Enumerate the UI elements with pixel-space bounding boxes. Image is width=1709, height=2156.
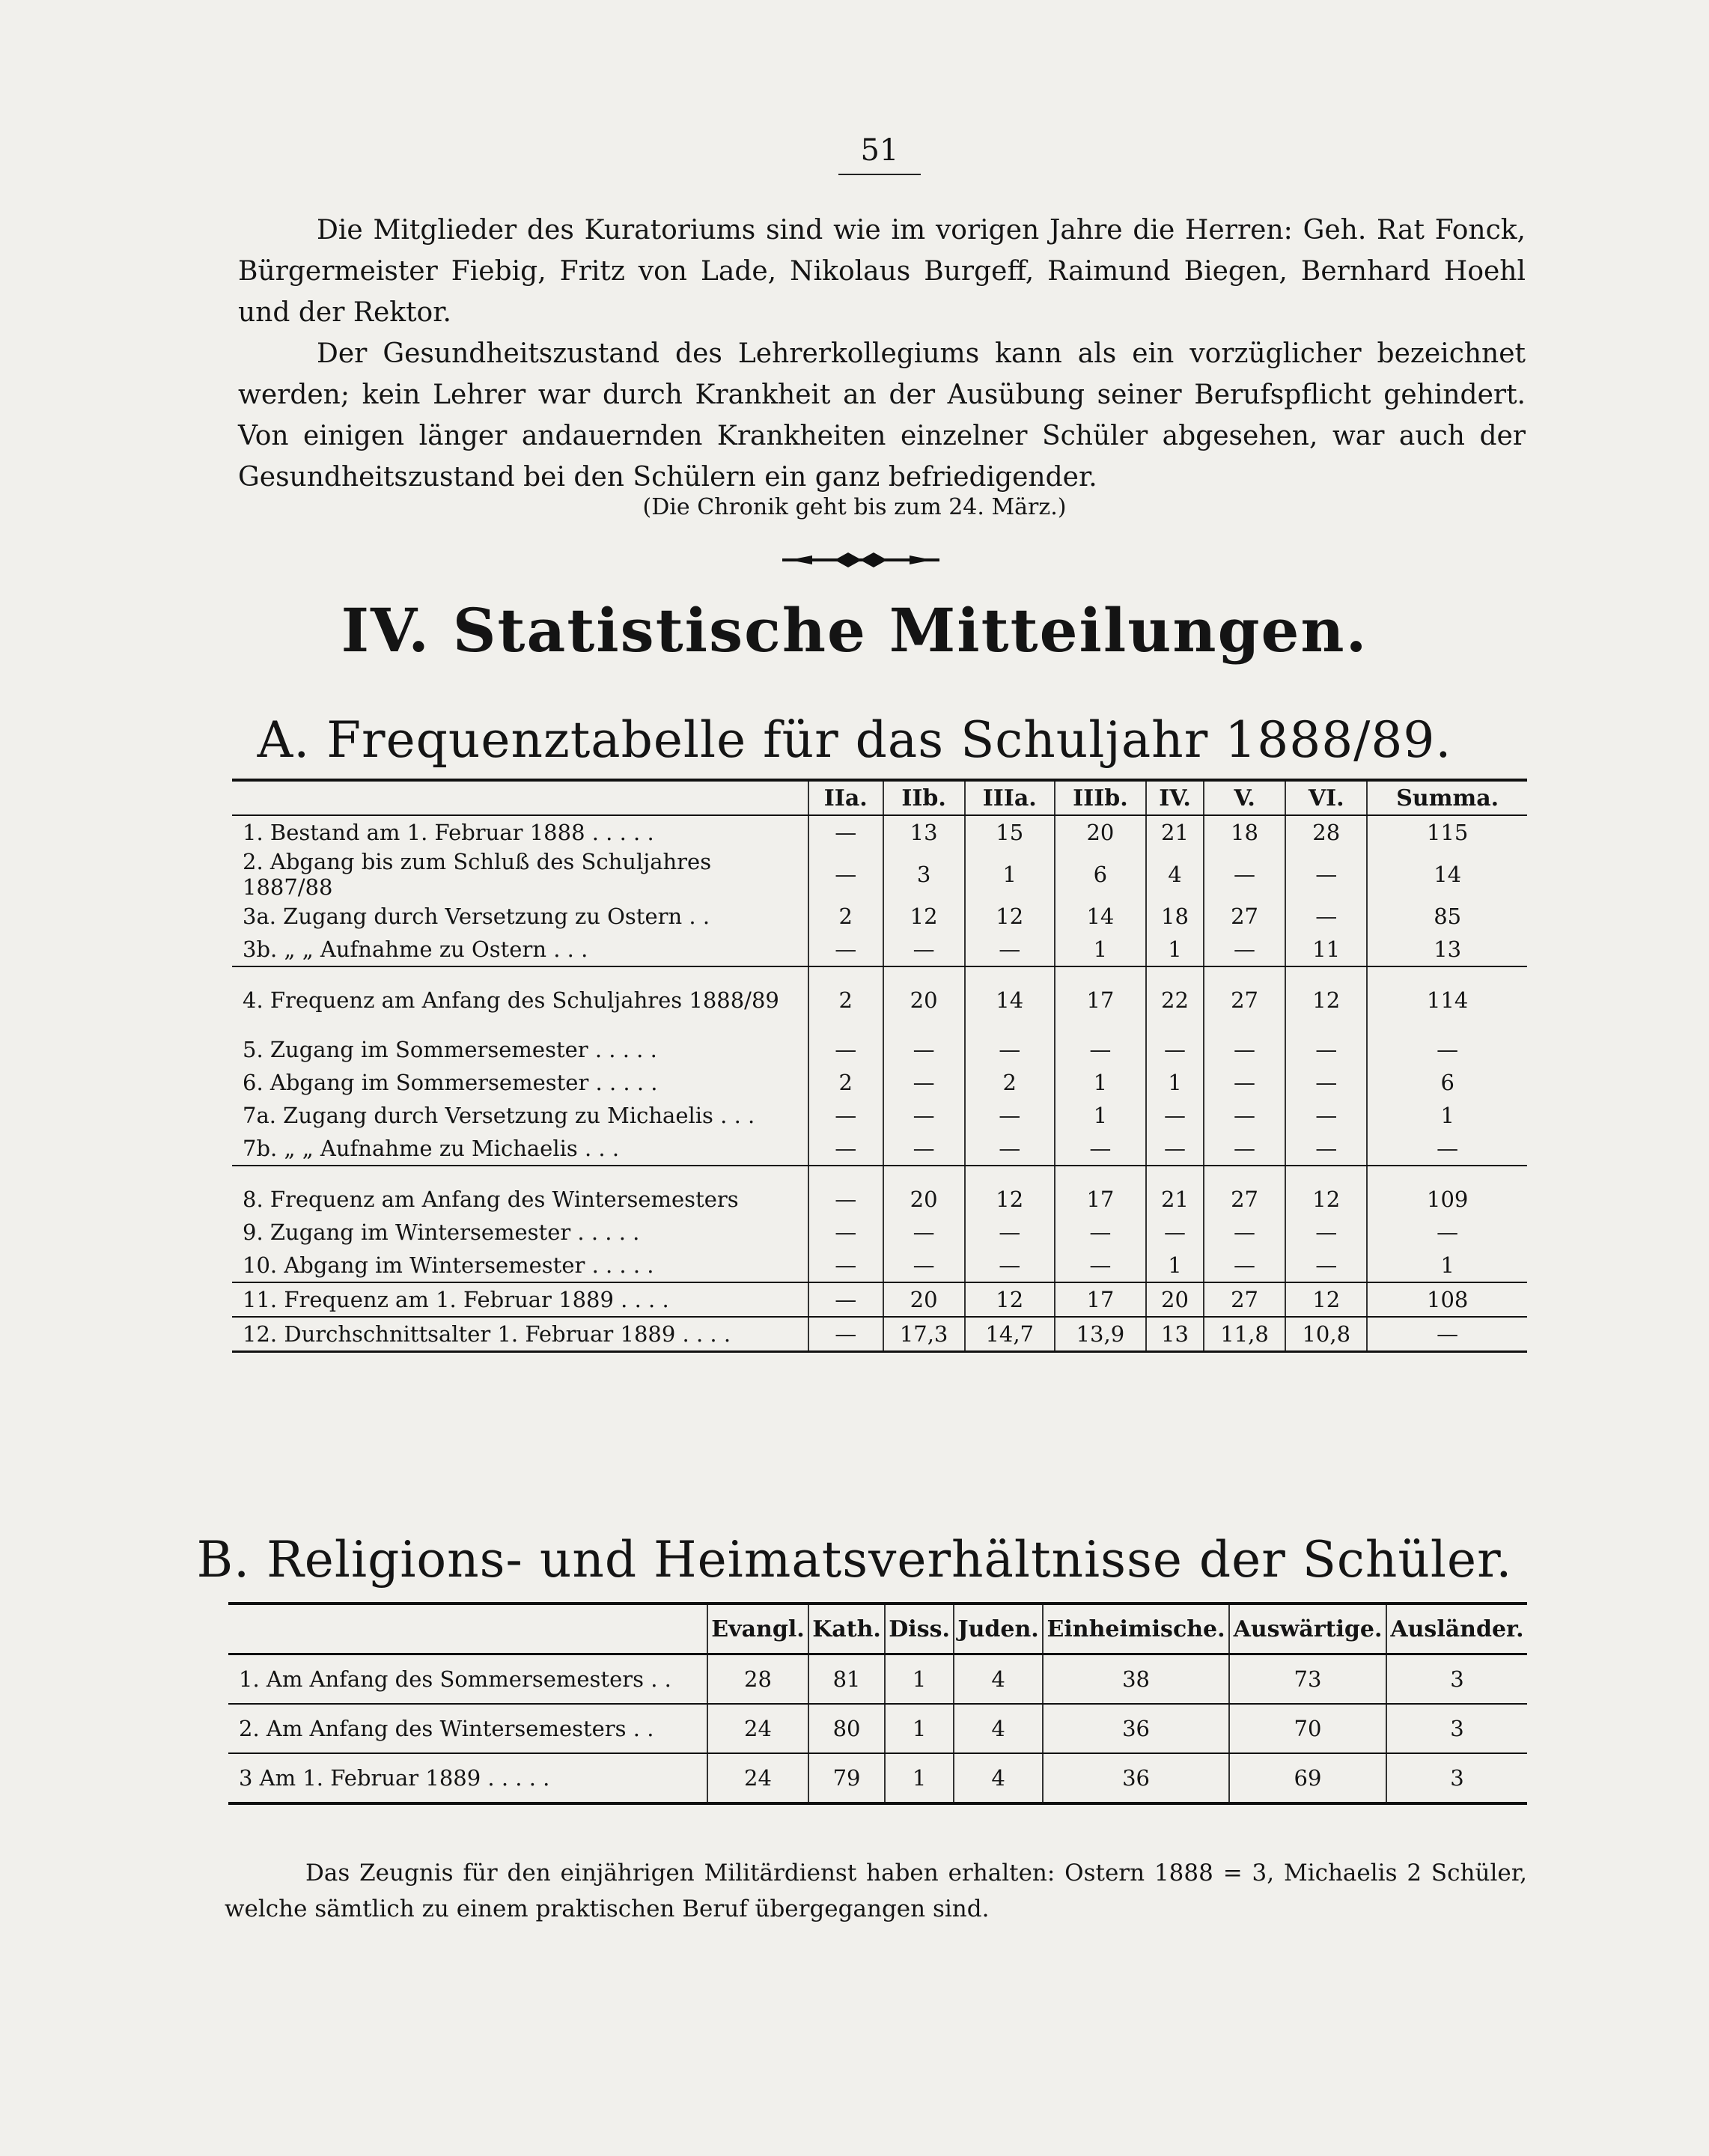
- row-label: 12. Durchschnittsalter 1. Februar 1889 . . . .: [243, 1321, 731, 1347]
- table-row: [232, 984, 1527, 1017]
- table-row: [232, 1033, 1527, 1066]
- table-cell: 114: [1367, 984, 1527, 1017]
- table-cell: —: [883, 1033, 965, 1066]
- row-label: 2. Abgang bis zum Schluß des Schuljahres 1887/88: [243, 849, 712, 900]
- table-cell: 14: [1055, 900, 1146, 933]
- table-cell: 17: [1055, 1282, 1146, 1317]
- table-row: [232, 1249, 1527, 1282]
- table-cell: 12: [1285, 1282, 1367, 1317]
- column-header: Einheimische.: [1043, 1604, 1229, 1654]
- table-cell: 21: [1146, 1183, 1204, 1216]
- table-row: [232, 1317, 1527, 1352]
- column-header: Kath.: [808, 1604, 885, 1654]
- table-cell: 13: [1146, 1317, 1204, 1352]
- table-b-title: B. Religions- und Heimatsverhältnisse der Schüler.: [196, 1531, 1513, 1589]
- table-header-corner: [232, 780, 808, 815]
- column-header: Auswärtige.: [1229, 1604, 1386, 1654]
- row-label: 3 Am 1. Februar 1889 . . . . .: [239, 1765, 550, 1791]
- row-label: 1. Am Anfang des Sommersemesters . .: [228, 1654, 707, 1705]
- page-number: 51: [860, 133, 899, 168]
- table-cell: 3: [1386, 1704, 1527, 1753]
- table-row: [232, 900, 1527, 933]
- column-header: IV.: [1146, 780, 1204, 815]
- table-cell: —: [1204, 849, 1285, 900]
- row-label: 7a. Zugang durch Versetzung zu Michaelis . . .: [243, 1103, 755, 1128]
- table-row: [232, 815, 1527, 849]
- table-cell: 12: [965, 1282, 1055, 1317]
- table-cell: —: [1367, 1317, 1527, 1352]
- chronik-note: (Die Chronik geht bis zum 24. März.): [642, 494, 1067, 520]
- table-cell: 11: [1285, 933, 1367, 966]
- column-header: Ausländer.: [1386, 1604, 1527, 1654]
- column-header: IIIa.: [965, 780, 1055, 815]
- table-row: [232, 1066, 1527, 1099]
- table-cell: —: [808, 933, 883, 966]
- row-label: 1. Bestand am 1. Februar 1888 . . . . .: [243, 820, 654, 845]
- table-cell: —: [808, 1099, 883, 1132]
- table-cell: 27: [1204, 1183, 1285, 1216]
- table-cell: —: [883, 1132, 965, 1166]
- section-title: IV. Statistische Mitteilungen.: [341, 595, 1368, 666]
- table-cell: 12: [965, 900, 1055, 933]
- table-spacer-row: [232, 1166, 1527, 1183]
- table-cell: —: [1204, 1033, 1285, 1066]
- table-cell: 1: [1367, 1099, 1527, 1132]
- table-cell: 15: [965, 815, 1055, 849]
- column-header: Evangl.: [707, 1604, 808, 1654]
- table-cell: 4: [1146, 849, 1204, 900]
- table-cell: —: [808, 815, 883, 849]
- table-cell: 14: [1367, 849, 1527, 900]
- table-cell: —: [808, 1282, 883, 1317]
- table-cell: 4: [954, 1704, 1043, 1753]
- table-cell: —: [883, 1099, 965, 1132]
- row-label: 8. Frequenz am Anfang des Wintersemesters: [243, 1187, 739, 1212]
- table-cell: 38: [1043, 1654, 1229, 1705]
- table-cell: —: [1204, 1099, 1285, 1132]
- table-cell: 20: [883, 1183, 965, 1216]
- table-cell: —: [883, 933, 965, 966]
- column-header: IIa.: [808, 780, 883, 815]
- table-spacer-row: [232, 1017, 1527, 1033]
- table-cell: 2: [808, 1066, 883, 1099]
- table-cell: 4: [954, 1654, 1043, 1705]
- table-cell: 3: [1386, 1753, 1527, 1803]
- table-cell: —: [1204, 1066, 1285, 1099]
- row-label: 11. Frequenz am 1. Februar 1889 . . . .: [232, 1282, 808, 1317]
- table-cell: —: [808, 1317, 883, 1352]
- table-row: [232, 849, 1527, 900]
- table-cell: —: [1285, 1249, 1367, 1282]
- table-cell: 12: [883, 900, 965, 933]
- table-cell: 1: [1055, 1066, 1146, 1099]
- table-cell: 1: [1146, 933, 1204, 966]
- table-cell: 73: [1229, 1654, 1386, 1705]
- table-spacer-row: [232, 966, 1527, 984]
- table-cell: —: [1367, 1216, 1527, 1249]
- table-cell: 17,3: [883, 1317, 965, 1352]
- table-cell: —: [808, 1249, 883, 1282]
- table-cell: 18: [1204, 815, 1285, 849]
- table-cell: 24: [707, 1704, 808, 1753]
- table-cell: —: [1285, 900, 1367, 933]
- table-cell: 85: [1367, 900, 1527, 933]
- paragraph-kuratorium: Die Mitglieder des Kuratoriums sind wie im vorigen Jahre die Herren: Geh. Rat Fonck, Bürgermeister Fiebig, Fritz von Lade, Nikolaus Burgeff, Raimund Biegen, Bernhard Hoehl und der Rektor.: [238, 215, 1526, 328]
- table-cell: —: [808, 1033, 883, 1066]
- table-row: [232, 1216, 1527, 1249]
- row-label: 5. Zugang im Sommersemester . . . . .: [243, 1037, 657, 1062]
- row-label: 2. Am Anfang des Wintersemesters . .: [228, 1704, 707, 1753]
- table-cell: 1: [1146, 1249, 1204, 1282]
- table-cell: 1: [1146, 1066, 1204, 1099]
- table-cell: 6: [1055, 849, 1146, 900]
- table-cell: 1: [885, 1753, 954, 1803]
- table-cell: —: [808, 1132, 883, 1166]
- table-cell: 24: [707, 1753, 808, 1803]
- table-row: [232, 1099, 1527, 1132]
- table-cell: —: [1285, 1099, 1367, 1132]
- table-cell: —: [1055, 1249, 1146, 1282]
- table-cell: 27: [1204, 900, 1285, 933]
- table-cell: 6: [1367, 1066, 1527, 1099]
- row-label: 10. Abgang im Wintersemester . . . . .: [232, 1249, 808, 1282]
- table-cell: —: [965, 1132, 1055, 1166]
- table-cell: —: [1146, 1132, 1204, 1166]
- table-cell: —: [1055, 1132, 1146, 1166]
- table-row: [232, 1282, 1527, 1317]
- table-row: [232, 1132, 1527, 1166]
- table-cell: 14: [965, 984, 1055, 1017]
- table-cell: 20: [1146, 1282, 1204, 1317]
- table-cell: —: [1285, 1132, 1367, 1166]
- table-cell: —: [808, 1183, 883, 1216]
- table-cell: —: [965, 933, 1055, 966]
- table-cell: 28: [1285, 815, 1367, 849]
- row-label: 4. Frequenz am Anfang des Schuljahres 1888/89: [243, 987, 779, 1013]
- table-cell: —: [1146, 1033, 1204, 1066]
- table-cell: 2: [965, 1066, 1055, 1099]
- table-cell: 2: [808, 984, 883, 1017]
- table-header-row: [232, 780, 1527, 815]
- row-label: 3b. „ „ Aufnahme zu Ostern . . .: [232, 933, 808, 966]
- table-cell: 20: [883, 984, 965, 1017]
- column-header: VI.: [1285, 780, 1367, 815]
- table-cell: —: [1204, 1216, 1285, 1249]
- table-cell: —: [965, 1249, 1055, 1282]
- table-cell: —: [1146, 1216, 1204, 1249]
- table-cell: 115: [1367, 815, 1527, 849]
- table-cell: 13,9: [1055, 1317, 1146, 1352]
- table-cell: —: [1204, 933, 1285, 966]
- table-row: [228, 1753, 1527, 1803]
- table-cell: 80: [808, 1704, 885, 1753]
- table-cell: 17: [1055, 984, 1146, 1017]
- table-cell: 1: [885, 1704, 954, 1753]
- table-cell: —: [1146, 1099, 1204, 1132]
- column-header: IIb.: [883, 780, 965, 815]
- table-cell: 70: [1229, 1704, 1386, 1753]
- footnote: Das Zeugnis für den einjährigen Militärdienst haben erhalten: Ostern 1888 = 3, Michaelis 2 Schüler, welche sämtlich zu einem praktischen Beruf übergegangen sind.: [225, 1860, 1527, 1922]
- table-cell: 108: [1367, 1282, 1527, 1317]
- table-cell: 13: [883, 815, 965, 849]
- table-cell: —: [808, 1216, 883, 1249]
- table-cell: 14,7: [965, 1317, 1055, 1352]
- table-cell: 28: [707, 1654, 808, 1705]
- table-cell: —: [808, 849, 883, 900]
- table-cell: —: [965, 1033, 1055, 1066]
- table-cell: 17: [1055, 1183, 1146, 1216]
- table-cell: 1: [965, 849, 1055, 900]
- table-cell: 81: [808, 1654, 885, 1705]
- column-header: Juden.: [954, 1604, 1043, 1654]
- table-cell: —: [1367, 1033, 1527, 1066]
- table-cell: —: [883, 1216, 965, 1249]
- table-cell: 109: [1367, 1183, 1527, 1216]
- table-cell: 18: [1146, 900, 1204, 933]
- table-cell: 27: [1204, 984, 1285, 1017]
- row-label: 9. Zugang im Wintersemester . . . . .: [243, 1219, 640, 1245]
- table-cell: 1: [1055, 1099, 1146, 1132]
- table-header-corner: [228, 1604, 707, 1654]
- paragraph-gesundheit: Der Gesundheitszustand des Lehrerkollegiums kann als ein vorzüglicher bezeichnet werden; kein Lehrer war durch Krankheit an der Ausübung seiner Berufspflicht gehindert. Von einigen länger andauernden Krankheiten einzelner Schüler abgesehen, war auch der Gesundheitszustand bei den Schülern ein ganz befriedigender.: [238, 338, 1526, 493]
- table-cell: 20: [1055, 815, 1146, 849]
- table-header-row: [228, 1604, 1527, 1654]
- table-row: [228, 1704, 1527, 1753]
- table-cell: 36: [1043, 1704, 1229, 1753]
- column-header: Summa.: [1367, 780, 1527, 815]
- table-a-title: A. Frequenztabelle für das Schuljahr 1888/89.: [257, 711, 1452, 769]
- table-row: [232, 933, 1527, 966]
- table-cell: 21: [1146, 815, 1204, 849]
- table-row: [228, 1654, 1527, 1705]
- table-cell: —: [1285, 1033, 1367, 1066]
- table-cell: —: [1055, 1216, 1146, 1249]
- page-number-rule: [838, 174, 921, 175]
- table-cell: —: [1204, 1249, 1285, 1282]
- table-cell: 69: [1229, 1753, 1386, 1803]
- table-cell: 2: [808, 900, 883, 933]
- table-cell: —: [1367, 1132, 1527, 1166]
- table-cell: 4: [954, 1753, 1043, 1803]
- row-label: 7b. „ „ Aufnahme zu Michaelis . . .: [232, 1132, 808, 1166]
- table-cell: 12: [1285, 1183, 1367, 1216]
- table-cell: 3: [1386, 1654, 1527, 1705]
- table-cell: —: [883, 1249, 965, 1282]
- table-cell: 3: [883, 849, 965, 900]
- table-cell: —: [1285, 849, 1367, 900]
- table-cell: 1: [1055, 933, 1146, 966]
- table-cell: —: [883, 1066, 965, 1099]
- frequency-table: [232, 779, 1527, 1353]
- table-cell: —: [1055, 1033, 1146, 1066]
- table-cell: 79: [808, 1753, 885, 1803]
- table-cell: 20: [883, 1282, 965, 1317]
- table-cell: —: [965, 1099, 1055, 1132]
- table-cell: —: [1285, 1066, 1367, 1099]
- table-cell: —: [1204, 1132, 1285, 1166]
- table-cell: 12: [1285, 984, 1367, 1017]
- column-header: Diss.: [885, 1604, 954, 1654]
- table-cell: 36: [1043, 1753, 1229, 1803]
- table-cell: —: [965, 1216, 1055, 1249]
- table-cell: 22: [1146, 984, 1204, 1017]
- table-cell: 27: [1204, 1282, 1285, 1317]
- column-header: IIIb.: [1055, 780, 1146, 815]
- table-cell: 11,8: [1204, 1317, 1285, 1352]
- table-cell: 1: [885, 1654, 954, 1705]
- row-label: 3a. Zugang durch Versetzung zu Ostern . .: [243, 904, 710, 929]
- table-cell: 10,8: [1285, 1317, 1367, 1352]
- column-header: V.: [1204, 780, 1285, 815]
- table-cell: 13: [1367, 933, 1527, 966]
- table-cell: 12: [965, 1183, 1055, 1216]
- row-label: 6. Abgang im Sommersemester . . . . .: [243, 1070, 658, 1095]
- table-row: [232, 1183, 1527, 1216]
- table-cell: 1: [1367, 1249, 1527, 1282]
- table-cell: —: [1285, 1216, 1367, 1249]
- ornament-divider-icon: [782, 545, 939, 575]
- religion-table: [228, 1602, 1527, 1805]
